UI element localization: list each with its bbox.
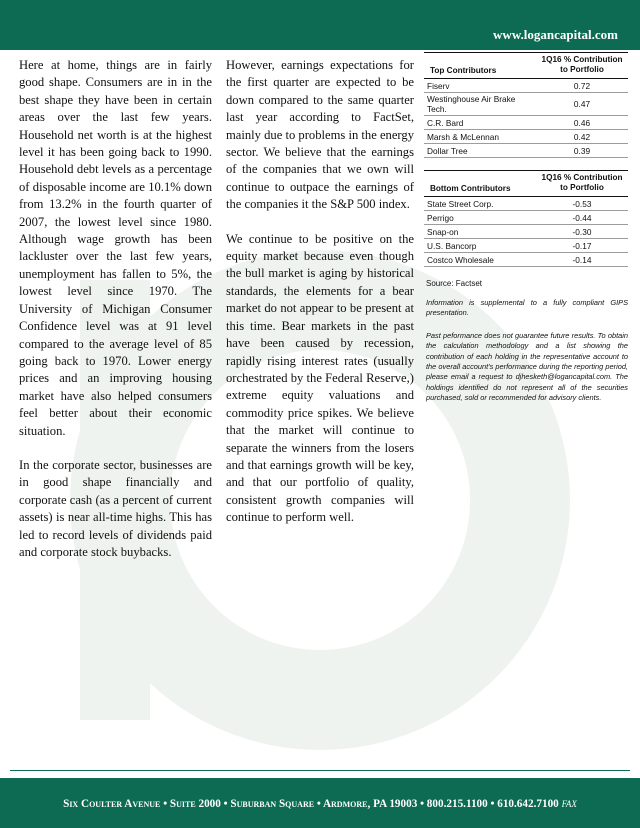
contribution-value: -0.14 [536, 253, 628, 267]
company-name: Costco Wholesale [424, 253, 536, 267]
paragraph: However, earnings expectations for the first quarter are expected to be down compared to the same quarter last year according to FactSet, mainly due to problems in the energy sector. We believe that the earnings of the companies that we own will continue to outpace the earnings of the companies it the S&P 500 index. [226, 58, 414, 212]
company-name: Westinghouse Air Brake Tech. [424, 93, 536, 116]
footer-divider [10, 770, 630, 771]
text-column-middle [226, 57, 414, 544]
contribution-value: 0.72 [536, 79, 628, 93]
paragraph: Here at home, things are in fairly good shape. Consumers are in in the best shape they have been in certain areas over the last few years. Household net worth is at the highest level it has been going back to 1990. Household debt levels as a percentage of disposable income are 10.1% down from 13.2% in the fourth quarter of 2007, the lowest level since 1980. Although wage growth has been lackluster over the last few years, unemployment has fallen to 5%, the lowest level since 1970. The University of Michigan Consumer Confidence level was at 91 level compared to the average level of 85 going back to 1970. Lower energy prices and an improving housing market have also helped consumers feel better about their economic situation. [19, 58, 212, 438]
contribution-value: -0.30 [536, 225, 628, 239]
source-note: Source: Factset [426, 279, 483, 288]
footer-address [0, 798, 640, 810]
company-name: State Street Corp. [424, 197, 536, 211]
company-name: Fiserv [424, 79, 536, 93]
company-name: Snap-on [424, 225, 536, 239]
table-row [424, 144, 628, 158]
table-row [424, 239, 628, 253]
paragraph: We continue to be positive on the equity market because even though the bull market is aging by historical standards, the elements for a bear market do not appear to be present at this time. Bear markets in the past have been caused by recession, rapidly rising interest rates (usually orchestrated by the Federal Reserve,) extreme equity valuations and commodity price spikes. We believe that the market will continue to separate the winners from the losers and that earnings growth will be key, and that our portfolio of quality, consistent growth companies will continue to perform well. [226, 231, 414, 525]
table-row [424, 79, 628, 93]
paragraph: In the corporate sector, businesses are in good shape financially and corporate cash (as a percent of current assets) is near all-time highs. This has led to record levels of dividends paid and corporate stock buybacks. [19, 457, 212, 559]
contribution-value: 0.47 [536, 93, 628, 116]
table-row [424, 93, 628, 116]
table-row [424, 253, 628, 267]
company-name: Marsh & McLennan [424, 130, 536, 144]
company-name: Perrigo [424, 211, 536, 225]
contribution-value: 0.39 [536, 144, 628, 158]
disclaimer-note: Information is supplemental to a fully compliant GIPS presentation. [426, 298, 628, 318]
table-header-name: Bottom Contributors [424, 171, 536, 197]
contribution-value: -0.53 [536, 197, 628, 211]
table-row [424, 197, 628, 211]
sidebar-column [424, 52, 628, 416]
table-header-name: Top Contributors [424, 53, 536, 79]
table-row [424, 130, 628, 144]
company-name: U.S. Bancorp [424, 239, 536, 253]
header-bar [0, 0, 640, 50]
text-column-left [19, 57, 212, 578]
contribution-value: 0.42 [536, 130, 628, 144]
table-row [424, 116, 628, 130]
contribution-value: 0.46 [536, 116, 628, 130]
contribution-value: -0.17 [536, 239, 628, 253]
table-header-value: 1Q16 % Contribution to Portfolio [536, 171, 628, 197]
contribution-value: -0.44 [536, 211, 628, 225]
top-contributors-table [424, 52, 628, 158]
website-url[interactable]: www.logancapital.com [493, 27, 618, 42]
table-header-value: 1Q16 % Contribution to Portfolio [536, 53, 628, 79]
company-name: C.R. Bard [424, 116, 536, 130]
disclaimer-note: Past peformance does not guarantee future results. To obtain the calculation methodology and a list showing the contribution of each holding in the representative account to the overall account's performance during the reporting period, please email a request to djhesketh@logancapital.com. The holdings identified do not represent all of the securities purchased, sold or recommended for advisory clients. [426, 330, 628, 403]
table-row [424, 225, 628, 239]
bottom-contributors-table [424, 170, 628, 267]
footer-bar [0, 778, 640, 828]
table-row [424, 211, 628, 225]
fax-label: FAX [561, 799, 577, 809]
company-name: Dollar Tree [424, 144, 536, 158]
address-text: Six Coulter Avenue • Suite 2000 • Suburban Square • Ardmore, PA 19003 • 800.215.1100 • 610.642.7100 [63, 798, 559, 810]
